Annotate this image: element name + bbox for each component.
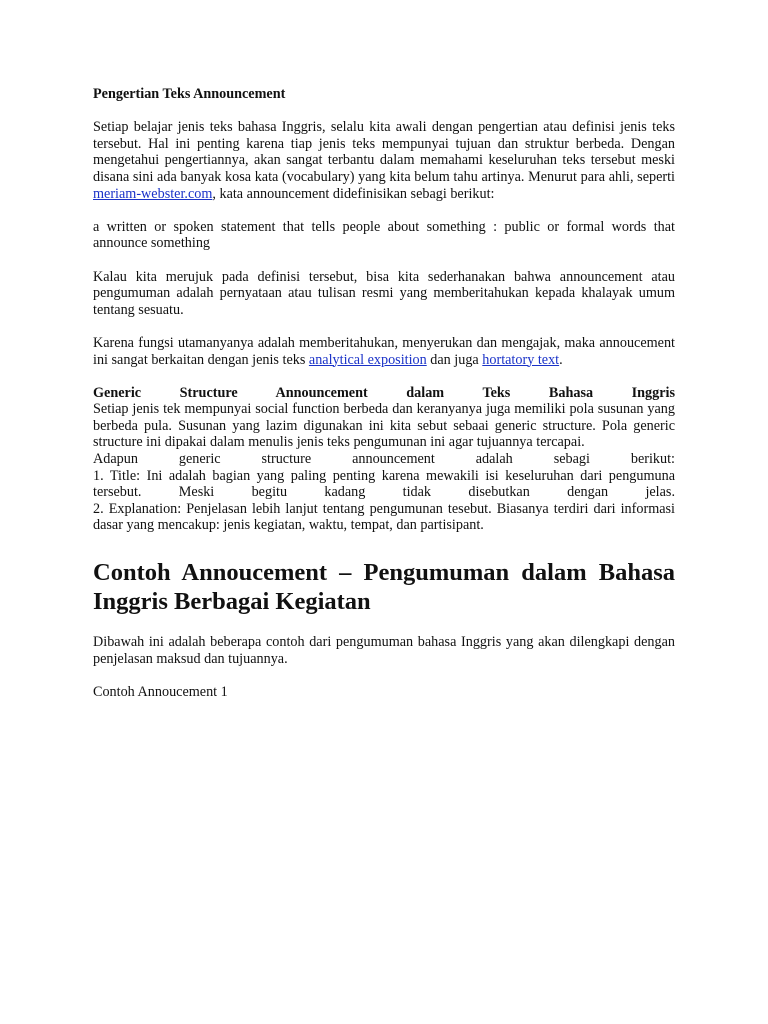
analytical-exposition-link[interactable]: analytical exposition [308,351,427,368]
paragraph-definition-quote: a written or spoken statement that tells people about something : public or formal words that announce something [93,218,675,252]
paragraph-simplified-definition: Kalau kita merujuk pada definisi tersebut, bisa kita sederhanakan bahwa announcement atau pengumuman adalah pernyataan atau tulisan resmi yang memberitahukan kepada khalayak umum tentang sesuatu. [93,268,675,318]
document-page [93,86,675,717]
paragraph-text: , kata announcement didefinisikan sebagi berikut: [212,185,495,202]
paragraph-text: Karena fungsi utamanyanya adalah memberitahukan, menyerukan dan mengajak, maka annoucement ini sangat berkaitan dengan jenis teks [93,334,675,368]
paragraph-text: . [559,351,563,368]
section-title: Pengertian Teks Announcement [93,86,286,102]
structure-item-title: 1. Title: Ini adalah bagian yang paling penting karena mewakili isi keseluruhan dari pengumuna tersebut. Meski begitu kadang tidak disebutkan dengan jelas. [93,467,675,501]
example-label: Contoh Annoucement 1 [93,683,228,700]
paragraph-function [93,335,675,368]
meriam-webster-link[interactable]: meriam-webster.com [93,185,213,202]
hortatory-text-link[interactable]: hortatory text [482,351,560,368]
generic-structure-intro: Setiap jenis tek mempunyai social function berbeda dan keranyanya juga memiliki pola susunan yang berbeda pula. Susunan yang lazim digunakan ini kita sebut sebaai generic structure. Pola generic structure ini dipakai dalam menulis jenis teks pengumunan ini agar tujuannya tercapai. [93,401,675,451]
generic-structure-lead: Adapun generic structure announcement adalah sebagi berikut: [93,451,675,468]
paragraph-text: Setiap belajar jenis teks bahasa Inggris, selalu kita awali dengan pengertian atau definisi jenis teks tersebut. Hal ini penting karena tiap jenis teks mempunyai tujuan dan struktur berbeda. Dengan mengetahui pengertiannya, akan sangat terbantu dalam memahami keseluruhan teks tersebut meski disana sini ada banyak kosa kata (vocabulary) yang kita belum tahu artinya. Menurut para ahli, seperti [93,119,675,185]
paragraph-text: dan juga [426,351,483,368]
paragraph-examples-intro: Dibawah ini adalah beberapa contoh dari pengumuman bahasa Inggris yang akan dilengkapi dengan penjelasan maksud dan tujuannya. [93,634,675,667]
structure-item-explanation: 2. Explanation: Penjelasan lebih lanjut tentang pengumunan tesebut. Biasanya terdiri dari informasi dasar yang mencakup: jenis kegiatan, waktu, tempat, dan partisipant. [93,500,675,534]
generic-structure-block [93,385,675,534]
examples-heading: Contoh Annoucement – Pengumuman dalam Bahasa Inggris Berbagai Kegiatan [93,559,675,616]
generic-structure-heading: Generic Structure Announcement dalam Teks Bahasa Inggris [93,384,675,401]
paragraph-definition-intro [93,119,675,202]
